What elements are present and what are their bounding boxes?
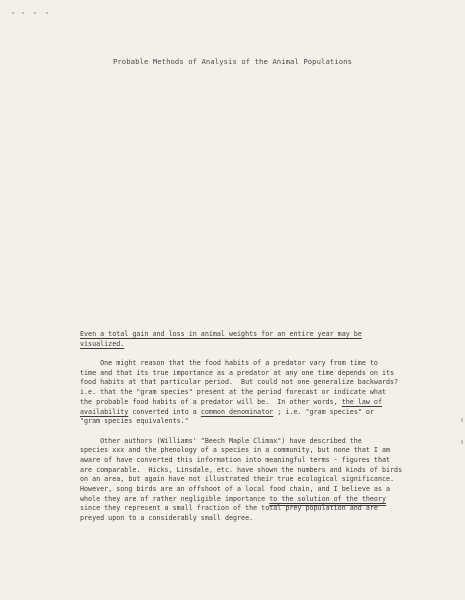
text-line: are comparable. Hicks, Linsdale, etc. have shown the numbers and kinds of birds [80,465,403,474]
text-line: whole they are of rather negligible importance to the solution of the theory [80,494,386,503]
text-line: One might reason that the food habits of a predator vary from time to [80,359,378,368]
text-line: Other authors (Williams' "Beech Maple Climax") have described the [80,436,362,445]
text-line: time and that its true importance as a predator at any one time depends on its [80,368,395,377]
text-line: food habits at that particular period. But could not one generalize backwards? [80,378,399,387]
underlined-phrase: availability [80,407,129,416]
underlined-phrase: the law of [341,397,382,406]
text-line: "gram species equivalents." [80,417,189,426]
heading-line: visualized. [80,339,125,348]
page-title: Probable Methods of Analysis of the Animal Populations [112,57,353,66]
text-line: However, song birds are an offshoot of a local food chain, and I believe as a [80,485,391,493]
text-line: i.e. that the "gram species" present at the period forecast or indicate what [80,388,386,397]
text-line: since they represent a small fraction of the total prey population and are [80,504,378,513]
paragraph-food-habits [80,359,410,427]
corner-pencil-mark [12,10,52,16]
text-line: species xxx and the phenology of a species in a community, but none that I am [80,446,391,455]
underlined-phrase: to the solution of the theory [269,494,386,503]
underlined-phrase: common denominator [200,407,274,416]
margin-mark [461,440,463,444]
paragraph-other-authors [80,437,410,524]
heading-line: Even a total gain and loss in animal weights for an entire year may be [80,330,362,338]
text-line: preyed upon to a considerably small degree. [80,514,254,523]
text-line: on an area, but again have not illustrated their true ecological significance. [80,475,395,484]
text-line: the probable food habits of a predator will be. In other words, the law of [80,397,382,406]
text-line: availability converted into a common denominator ; i.e. "gram species" or [80,407,374,416]
text-line: aware of have converted this information into meaningful terms - figures that [80,455,391,464]
margin-mark [461,418,463,422]
body-text [80,330,410,524]
